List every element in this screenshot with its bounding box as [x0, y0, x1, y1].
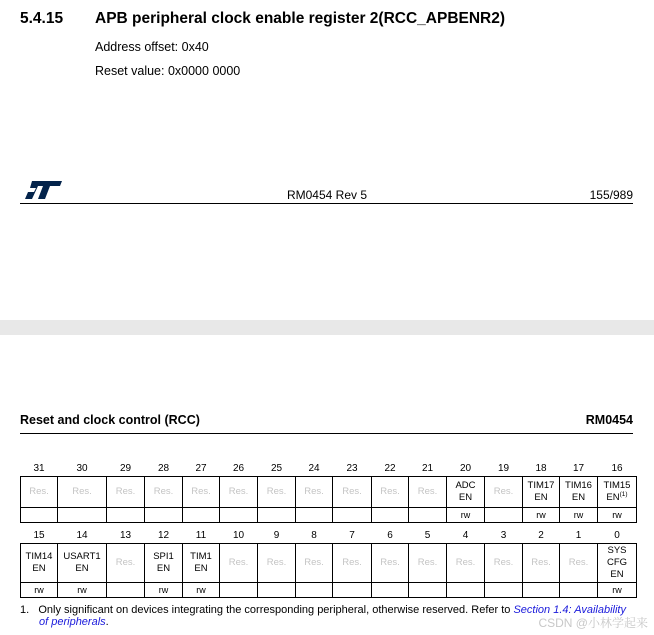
- field-res: Res.: [21, 477, 58, 508]
- access-type: [21, 508, 58, 523]
- bit-number: 18: [535, 463, 547, 474]
- bit-number: 9: [273, 530, 280, 541]
- field-res: Res.: [220, 477, 258, 508]
- bit-number: 21: [421, 463, 434, 474]
- access-type: [183, 508, 220, 523]
- field-res: Res.: [220, 544, 258, 583]
- access-type: [485, 508, 523, 523]
- access-type: [333, 583, 372, 598]
- field-res: Res.: [333, 544, 372, 583]
- section-title: APB peripheral clock enable register 2(RCC_APBENR2): [95, 10, 506, 27]
- field-res: Res.: [107, 544, 145, 583]
- field-res: Res.: [560, 544, 598, 583]
- bit-number: 31: [33, 463, 45, 474]
- access-type: [296, 508, 333, 523]
- access-type: [523, 583, 560, 598]
- access-type: [333, 508, 372, 523]
- field-res: Res.: [183, 477, 220, 508]
- field-tim16en: TIM16 EN: [560, 477, 598, 508]
- header-divider: [20, 433, 633, 434]
- bit-number: 10: [232, 530, 245, 541]
- bit-number: 2: [538, 530, 544, 541]
- running-header-title: Reset and clock control (RCC): [20, 413, 200, 427]
- access-type: rw: [145, 583, 183, 598]
- field-tim1en: TIM1 EN: [183, 544, 220, 583]
- field-res: Res.: [296, 477, 333, 508]
- field-res: Res.: [372, 477, 409, 508]
- field-res: Res.: [333, 477, 372, 508]
- section-link-cont[interactable]: of peripherals: [39, 616, 106, 628]
- bit-number: 6: [387, 530, 393, 541]
- access-type: [560, 583, 598, 598]
- field-res: Res.: [409, 477, 447, 508]
- access-type: rw: [598, 508, 637, 523]
- address-offset: Address offset: 0x40: [95, 40, 209, 54]
- access-type: rw: [598, 583, 637, 598]
- section-number: 5.4.15: [20, 10, 64, 27]
- bit-number: 0: [614, 530, 620, 541]
- bit-number: 30: [76, 463, 88, 474]
- access-type: [145, 508, 183, 523]
- access-type: [58, 508, 107, 523]
- footer-divider: [20, 203, 633, 204]
- watermark: CSDN @小林学起来: [538, 616, 648, 630]
- field-res: Res.: [372, 544, 409, 583]
- bit-number: 24: [308, 463, 320, 474]
- bit-number: 12: [157, 530, 170, 541]
- access-type: [372, 583, 409, 598]
- field-res: Res.: [409, 544, 447, 583]
- access-type: [258, 508, 296, 523]
- running-header-doc: RM0454: [585, 413, 633, 427]
- bit-number: 15: [33, 530, 45, 541]
- access-type: [409, 508, 447, 523]
- page-number: 155/989: [589, 188, 633, 202]
- section-link[interactable]: Section 1.4: Availability: [513, 604, 626, 616]
- bit-number: 11: [195, 530, 207, 541]
- access-type: [220, 508, 258, 523]
- reset-value: Reset value: 0x0000 0000: [95, 64, 241, 78]
- field-res: Res.: [145, 477, 183, 508]
- field-usart1en: USART1 EN: [58, 544, 107, 583]
- bit-number: 3: [500, 530, 507, 541]
- field-res: Res.: [485, 544, 523, 583]
- access-type: rw: [447, 508, 485, 523]
- bit-number: 19: [497, 463, 510, 474]
- access-type: [409, 583, 447, 598]
- access-type: [485, 583, 523, 598]
- footnote-ref: (1): [619, 490, 628, 498]
- access-type: rw: [183, 583, 220, 598]
- field-res: Res.: [58, 477, 107, 508]
- register-table-lower: [20, 529, 637, 598]
- field-adcen: ADC EN: [447, 477, 485, 508]
- field-res: Res.: [523, 544, 560, 583]
- field-res: Res.: [485, 477, 523, 508]
- doc-reference: RM0454 Rev 5: [286, 188, 368, 202]
- bit-number: 5: [424, 530, 431, 541]
- field-res: Res.: [258, 544, 296, 583]
- field-tim14en: TIM14 EN: [21, 544, 58, 583]
- access-type: [258, 583, 296, 598]
- access-type: rw: [21, 583, 58, 598]
- field-tim17en: TIM17 EN: [523, 477, 560, 508]
- field-res: Res.: [258, 477, 296, 508]
- access-type: [220, 583, 258, 598]
- bit-number: 26: [232, 463, 245, 474]
- register-table-upper: [20, 462, 637, 523]
- access-type: rw: [523, 508, 560, 523]
- bit-number: 17: [572, 463, 585, 474]
- field-spi1en: SPI1 EN: [145, 544, 183, 583]
- field-res: Res.: [296, 544, 333, 583]
- bit-number: 14: [76, 530, 88, 541]
- bit-number: 25: [270, 463, 283, 474]
- field-tim15en: TIM15 EN$^{(1)}$: [598, 477, 637, 508]
- bit-number: 29: [119, 463, 132, 474]
- bit-number: 8: [311, 530, 317, 541]
- field-syscfgen: SYS CFG EN: [598, 544, 637, 583]
- access-type: rw: [560, 508, 598, 523]
- bit-number: 27: [195, 463, 207, 474]
- access-type: [447, 583, 485, 598]
- bit-number: 7: [349, 530, 355, 541]
- access-type: [107, 508, 145, 523]
- access-type: [107, 583, 145, 598]
- footnote: 1. Only significant on devices integrating the corresponding peripheral, otherwise reserved. Refer to Section 1.4: Availability of peripherals.: [20, 604, 626, 628]
- bit-number: 13: [119, 530, 132, 541]
- bit-number: 23: [346, 463, 358, 474]
- bit-number: 20: [459, 463, 472, 474]
- access-type: [296, 583, 333, 598]
- access-type: [372, 508, 409, 523]
- bit-number: 4: [462, 530, 469, 541]
- access-type: rw: [58, 583, 107, 598]
- field-res: Res.: [107, 477, 145, 508]
- bit-number: 22: [384, 463, 396, 474]
- bit-number: 28: [157, 463, 170, 474]
- bit-number: 16: [611, 463, 623, 474]
- field-res: Res.: [447, 544, 485, 583]
- page-gap: [0, 320, 654, 335]
- bit-number: 1: [575, 530, 582, 541]
